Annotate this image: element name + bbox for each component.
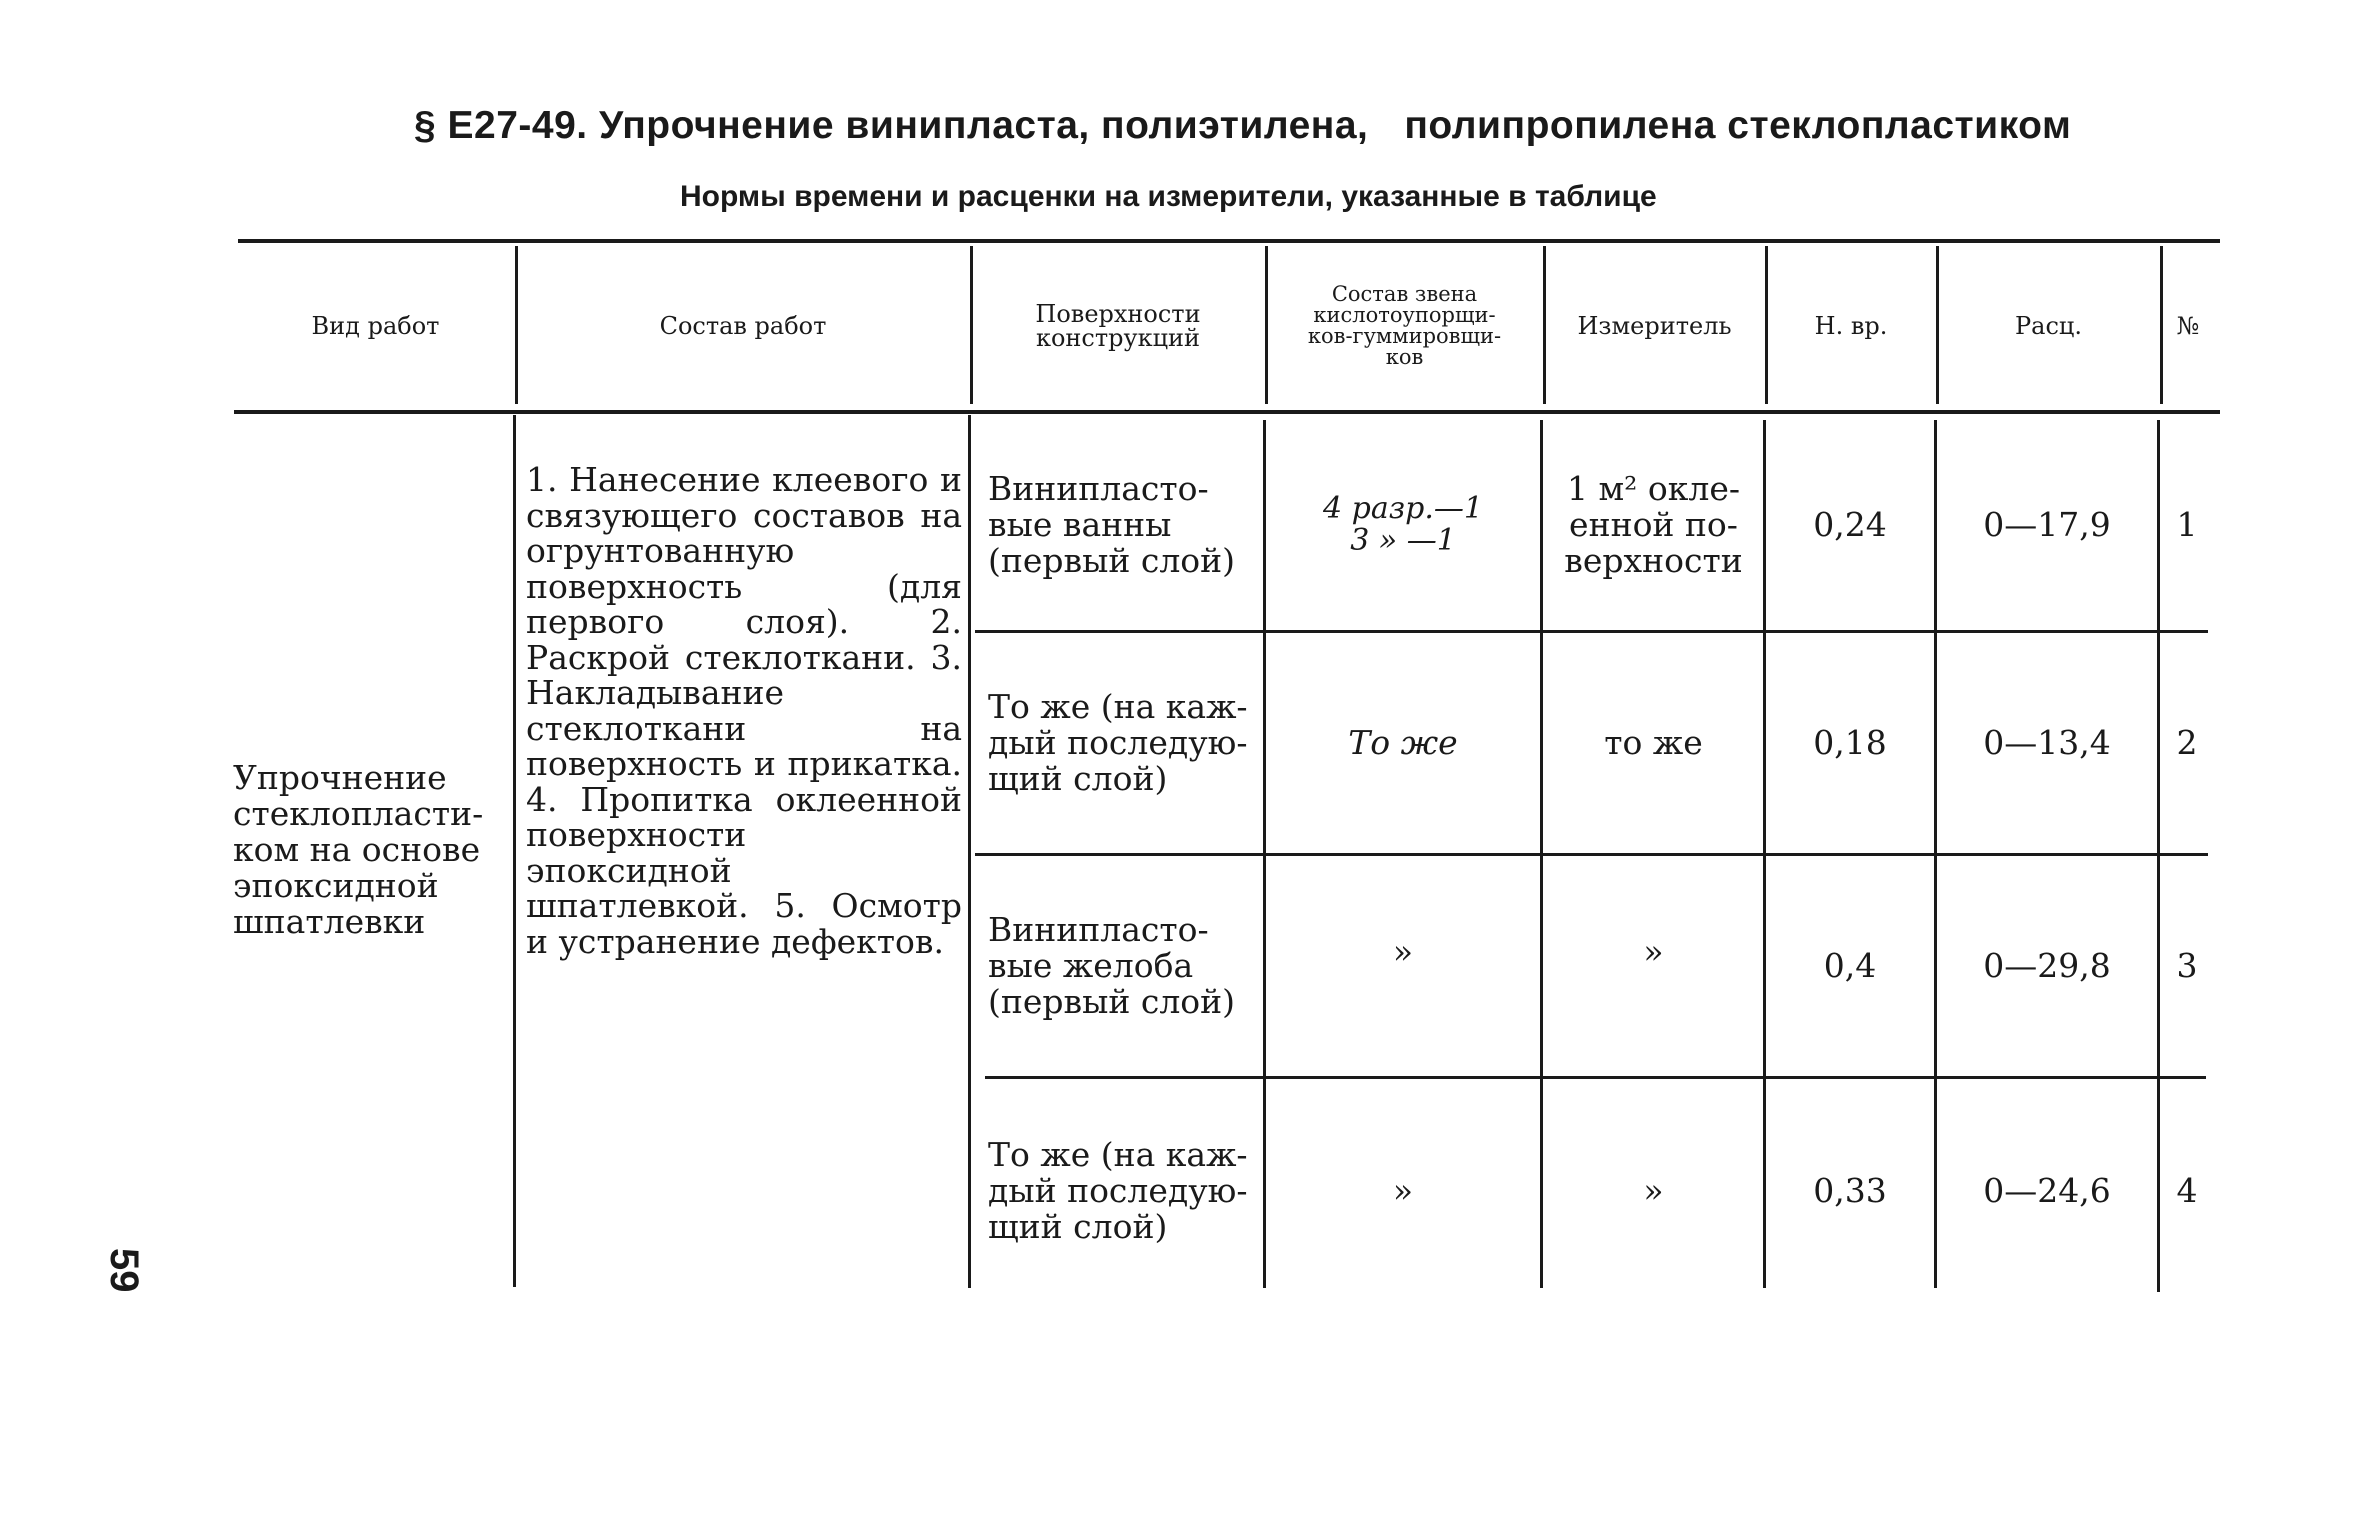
row-1-crew: 4 разр.—1 3 » —1	[1323, 491, 1483, 558]
row-1-price: 0—17,9	[1983, 505, 2111, 544]
row-2-number: 2	[2176, 723, 2198, 762]
col-header-measure: Измеритель	[1577, 312, 1732, 340]
row-2-measure: то же	[1604, 723, 1703, 762]
row-3-norm: 0,4	[1823, 946, 1877, 985]
row-3-number: 3	[2176, 946, 2198, 985]
work-composition-cell: 1. Нанесение клеевого и связующего составов на огрунтованную поверхность (для первого слоя). 2. Раскрой стеклоткани. 3. Накладывание стеклоткани на поверхность и прикатка. 4. Пропитка оклеенной поверхности эпоксидной шпатлевкой. 5. Осмотр и устранение дефектов.	[526, 460, 962, 961]
page-number: 59	[102, 1248, 146, 1293]
col-header-number: №	[2176, 312, 2200, 340]
row-1-measure: 1 м² окле- енной по- верхности	[1564, 469, 1743, 580]
row-2-surface: То же (на каж- дый последую- щий слой)	[988, 687, 1248, 798]
row-4-surface: То же (на каж- дый последую- щий слой)	[988, 1135, 1248, 1246]
row-1-number: 1	[2176, 505, 2198, 544]
row-1-norm: 0,24	[1813, 505, 1887, 544]
body-col-sep	[2157, 420, 2160, 1292]
row-3-measure: »	[1643, 932, 1664, 971]
col-header-work-type: Вид работ	[311, 312, 440, 340]
row-divider-3	[985, 1076, 2206, 1079]
body-col-sep	[1263, 420, 1266, 1288]
row-3-crew: »	[1392, 932, 1414, 971]
table-top-rule	[238, 239, 2220, 243]
row-2-crew: То же	[1348, 723, 1458, 762]
row-3-price: 0—29,8	[1983, 946, 2111, 985]
work-type-cell: Упрочнение стеклопласти- ком на основе эпоксидной шпатлевки	[233, 758, 484, 941]
row-4-norm: 0,33	[1813, 1171, 1887, 1210]
row-1-surface: Винипласто- вые ванны (первый слой)	[988, 469, 1236, 580]
title-part-1: § Е27-49. Упрочнение винипласта, полиэтилена,	[414, 104, 1369, 147]
row-4-measure: »	[1643, 1171, 1664, 1210]
title-part-2: полипропилена стеклопластиком	[1404, 104, 2072, 147]
row-2-norm: 0,18	[1813, 723, 1887, 762]
row-3-surface: Винипласто- вые желоба (первый слой)	[988, 910, 1236, 1021]
col-header-surfaces: Поверхности конструкций	[1035, 300, 1201, 352]
body-col-sep	[1934, 420, 1937, 1288]
header-bottom-rule	[234, 410, 2220, 414]
col-header-crew: Состав звена кислотоупорщи- ков-гуммировщи- ков	[1307, 282, 1502, 369]
page-title	[414, 104, 2071, 148]
row-divider-2	[975, 853, 2208, 856]
col-header-work-composition: Состав работ	[659, 312, 827, 340]
body-col-sep	[1763, 420, 1766, 1288]
row-4-price: 0—24,6	[1983, 1171, 2111, 1210]
body-col-sep	[1540, 420, 1543, 1288]
body-col-sep	[968, 415, 971, 1288]
body-col-sep	[513, 415, 516, 1287]
table-subtitle: Нормы времени и расценки на измерители, указанные в таблице	[680, 180, 1657, 213]
row-4-crew: »	[1392, 1171, 1414, 1210]
col-header-norm: Н. вр.	[1814, 312, 1888, 340]
row-2-price: 0—13,4	[1983, 723, 2111, 762]
row-divider-1	[975, 630, 2208, 633]
col-header-price: Расц.	[2015, 312, 2082, 340]
row-4-number: 4	[2176, 1171, 2198, 1210]
